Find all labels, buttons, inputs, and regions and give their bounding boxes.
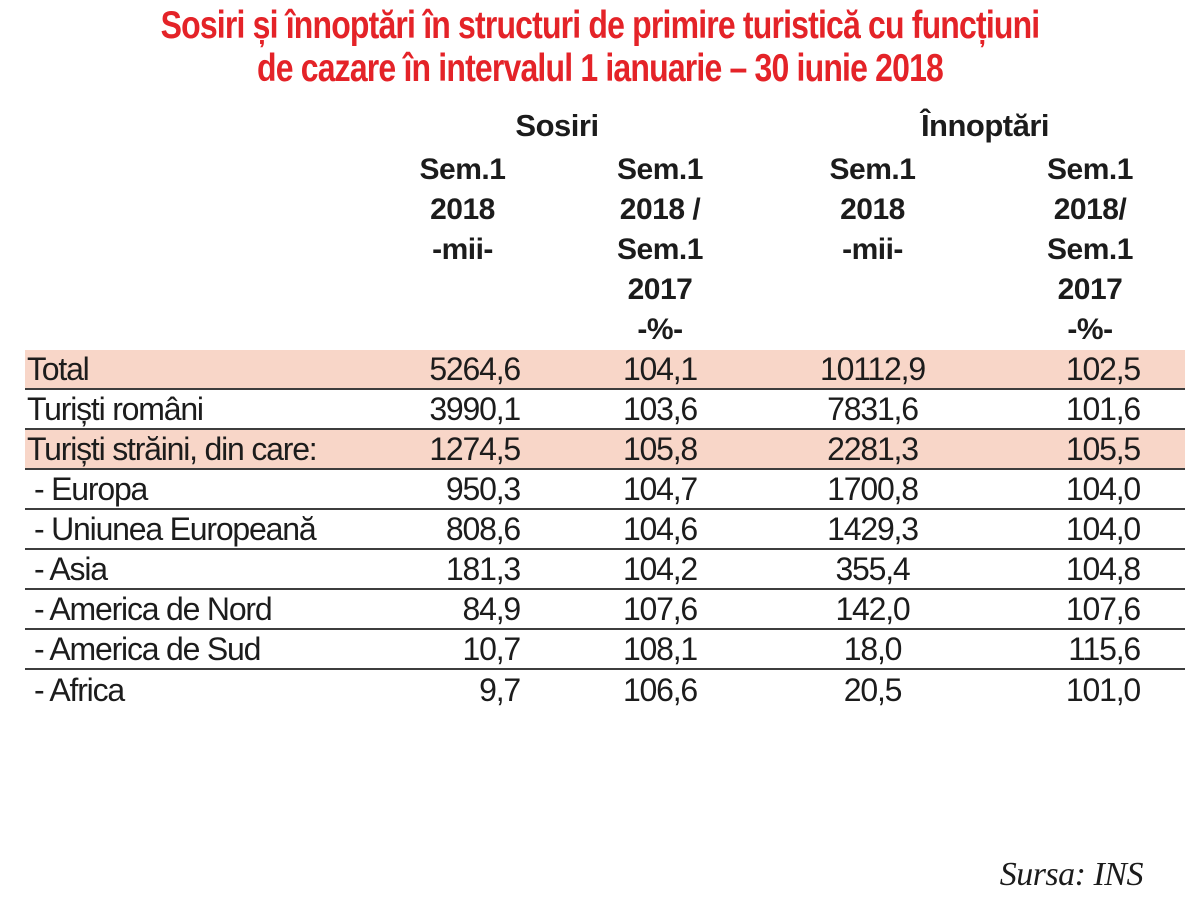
cell-value: 18,0 [843,631,902,667]
cell-value: 1429,3 [827,511,918,547]
source-credit: Sursa: INS [999,856,1143,893]
table-body [25,350,1185,710]
cell-value: 101,6 [1065,391,1140,427]
cell-value: 107,6 [1065,591,1140,627]
table-row [25,590,1185,630]
cell-value: 102,5 [1065,351,1140,387]
column-header-innoptari-pct [955,150,1185,350]
column-header-line: Sem.1 [617,153,703,186]
column-header-row [25,150,1185,350]
table-row [25,670,1185,710]
column-header-line: 2018/ [1053,193,1127,226]
cell-value: 7831,6 [827,391,918,427]
cell-value: 106,6 [622,672,698,708]
cell-value: 1700,8 [827,471,918,507]
title-line-1: Sosiri și înnoptări în structuri de primire turistică cu funcțiuni [160,4,1040,47]
row-label: - America de Sud [34,631,261,667]
cell-value: 105,8 [622,431,698,467]
cell-value: 20,5 [843,672,902,708]
cell-value: 108,1 [622,631,698,667]
cell-value: 355,4 [835,551,910,587]
column-group-label-sosiri: Sosiri [515,108,599,143]
row-label: - Europa [34,471,148,507]
column-header-line: 2017 [1057,273,1123,306]
cell-value: 115,6 [1068,631,1140,667]
column-header-line: -%- [637,313,683,346]
column-header-sosiri-mii [395,150,530,350]
column-header-sosiri-pct [530,150,790,350]
column-header-innoptari-mii [790,150,955,350]
column-header-line: Sem.1 [1047,153,1133,186]
cell-value: 10112,9 [820,351,925,387]
column-group-header [0,108,1200,144]
row-label: - Asia [34,551,107,587]
cell-value: 84,9 [462,591,520,627]
cell-value: 104,0 [1065,471,1140,507]
cell-value: 5264,6 [429,351,520,387]
row-label: Turiști români [27,391,203,427]
table-row [25,470,1185,510]
table-row [25,350,1185,390]
column-header-line: Sem.1 [829,153,916,186]
row-label: - Africa [34,672,124,708]
row-label: Turiști străini, din care: [27,431,317,467]
cell-value: 142,0 [835,591,910,627]
column-header-line: -%- [1067,313,1113,346]
column-group-label-innoptari: Înnoptări [920,108,1050,143]
cell-value: 2281,3 [827,431,918,467]
row-label: - Uniunea Europeană [34,511,316,547]
cell-value: 103,6 [622,391,698,427]
column-header-spacer [25,150,395,350]
title-line-2: de cazare în intervalul 1 ianuarie – 30 iunie 2018 [256,47,944,90]
column-header-line: Sem.1 [617,233,703,266]
table-row [25,630,1185,670]
row-label: - America de Nord [34,591,272,627]
cell-value: 3990,1 [429,391,520,427]
cell-value: 101,0 [1065,672,1140,708]
column-header-line: 2017 [627,273,693,306]
cell-value: 181,3 [445,551,520,587]
column-header-line: -mii- [432,233,493,266]
column-header-line: Sem.1 [419,153,506,186]
cell-value: 107,6 [622,591,698,627]
cell-value: 10,7 [462,631,520,667]
cell-value: 104,8 [1065,551,1140,587]
row-label: Total [27,351,89,387]
table-row [25,510,1185,550]
cell-value: 104,0 [1065,511,1140,547]
column-header-line: -mii- [842,233,903,266]
table-row [25,390,1185,430]
page-title [108,4,1092,90]
table-row [25,550,1185,590]
column-header-line: 2018 [840,193,905,226]
cell-value: 1274,5 [429,431,520,467]
cell-value: 808,6 [445,511,520,547]
cell-value: 104,1 [622,351,698,387]
cell-value: 9,7 [479,672,520,708]
cell-value: 104,7 [622,471,698,507]
column-header-line: 2018 / [619,193,701,226]
column-header-line: 2018 [430,193,495,226]
column-header-line: Sem.1 [1047,233,1133,266]
cell-value: 950,3 [445,471,520,507]
cell-value: 104,6 [622,511,698,547]
cell-value: 104,2 [622,551,698,587]
table-row [25,430,1185,470]
cell-value: 105,5 [1065,431,1140,467]
